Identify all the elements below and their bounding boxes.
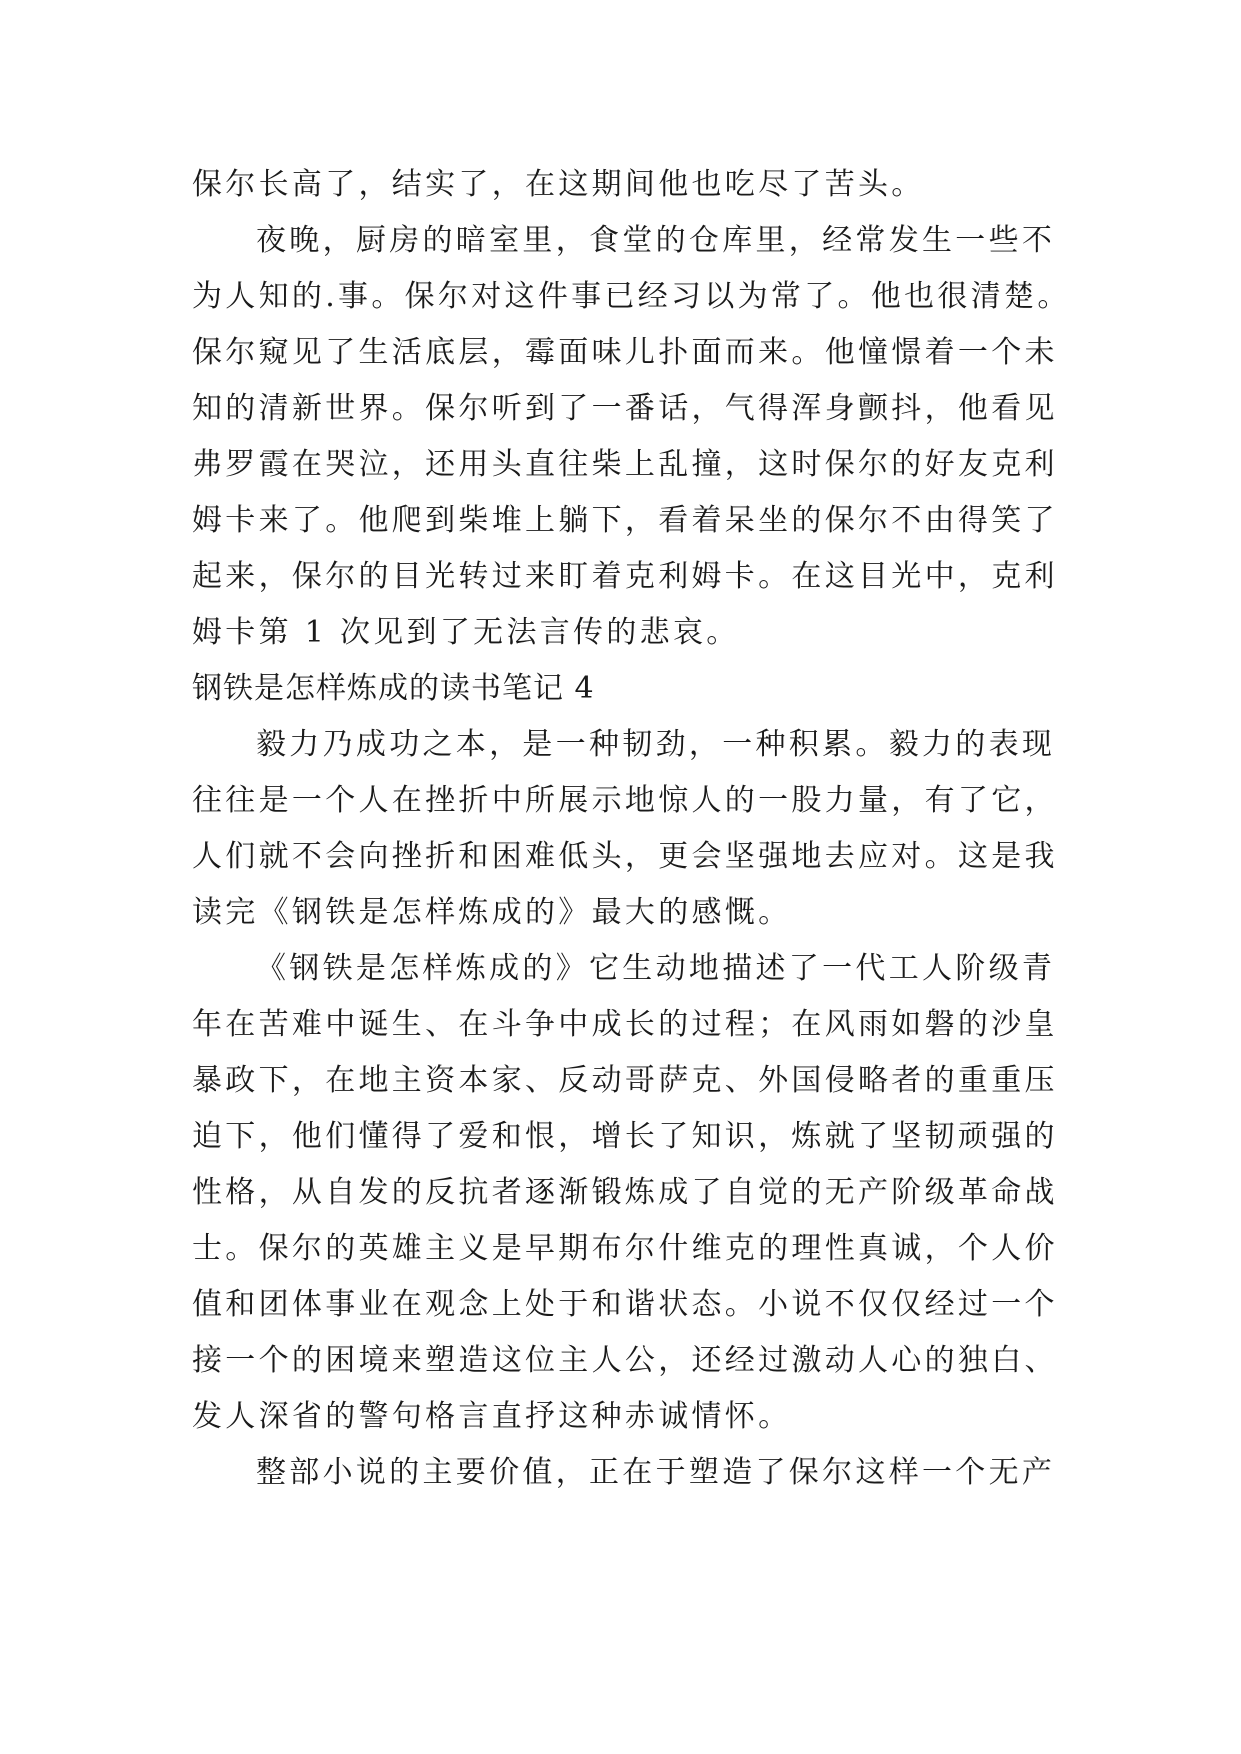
paragraph-first-line: 《钢铁是怎样炼成的》它生动地描述了一代工人阶级青 — [256, 951, 1056, 986]
text-line: 发人深省的警句格言直抒这种赤诚情怀。 — [192, 1399, 792, 1434]
text-line: 姆卡来了。他爬到柴堆上躺下，看着呆坐的保尔不由得笑了 — [192, 503, 1058, 538]
text-line: 读完《钢铁是怎样炼成的》最大的感慨。 — [192, 895, 792, 930]
text-line: 迫下，他们懂得了爱和恨，增长了知识，炼就了坚韧顽强的 — [192, 1119, 1058, 1154]
text-line: 为人知的.事。保尔对这件事已经习以为常了。他也很清楚。 — [192, 279, 1071, 314]
text-line: 年在苦难中诞生、在斗争中成长的过程；在风雨如磐的沙皇 — [192, 1007, 1058, 1042]
text-line: 保尔长高了，结实了，在这期间他也吃尽了苦头。 — [192, 167, 925, 202]
text-line: 知的清新世界。保尔听到了一番话，气得浑身颤抖，他看见 — [192, 391, 1058, 426]
document-body — [192, 157, 1071, 1501]
text-line: 弗罗霞在哭泣，还用头直往柴上乱撞，这时保尔的好友克利 — [192, 447, 1058, 482]
text-line: 士。保尔的英雄主义是早期布尔什维克的理性真诚，个人价 — [192, 1231, 1058, 1266]
text-line: 起来，保尔的目光转过来盯着克利姆卡。在这目光中，克利 — [192, 559, 1058, 594]
text-line: 值和团体事业在观念上处于和谐状态。小说不仅仅经过一个 — [192, 1287, 1058, 1322]
text-line: 保尔窥见了生活底层，霉面味儿扑面而来。他憧憬着一个未 — [192, 335, 1058, 370]
text-line: 接一个的困境来塑造这位主人公，还经过激动人心的独白、 — [192, 1343, 1058, 1378]
paragraph-first-line: 夜晚，厨房的暗室里，食堂的仓库里，经常发生一些不 — [256, 223, 1056, 258]
text-line: 性格，从自发的反抗者逐渐锻炼成了自觉的无产阶级革命战 — [192, 1175, 1058, 1210]
paragraph-first-line: 整部小说的主要价值，正在于塑造了保尔这样一个无产 — [256, 1455, 1056, 1490]
text-line: 人们就不会向挫折和困难低头，更会坚强地去应对。这是我 — [192, 839, 1058, 874]
text-line: 姆卡第 1 次见到了无法言传的悲哀。 — [192, 615, 740, 650]
paragraph-first-line: 毅力乃成功之本，是一种韧劲，一种积累。毅力的表现 — [256, 727, 1056, 762]
section-heading: 钢铁是怎样炼成的读书笔记 4 — [192, 671, 595, 706]
text-line: 往往是一个人在挫折中所展示地惊人的一股力量，有了它， — [192, 783, 1058, 818]
text-line: 暴政下，在地主资本家、反动哥萨克、外国侵略者的重重压 — [192, 1063, 1058, 1098]
